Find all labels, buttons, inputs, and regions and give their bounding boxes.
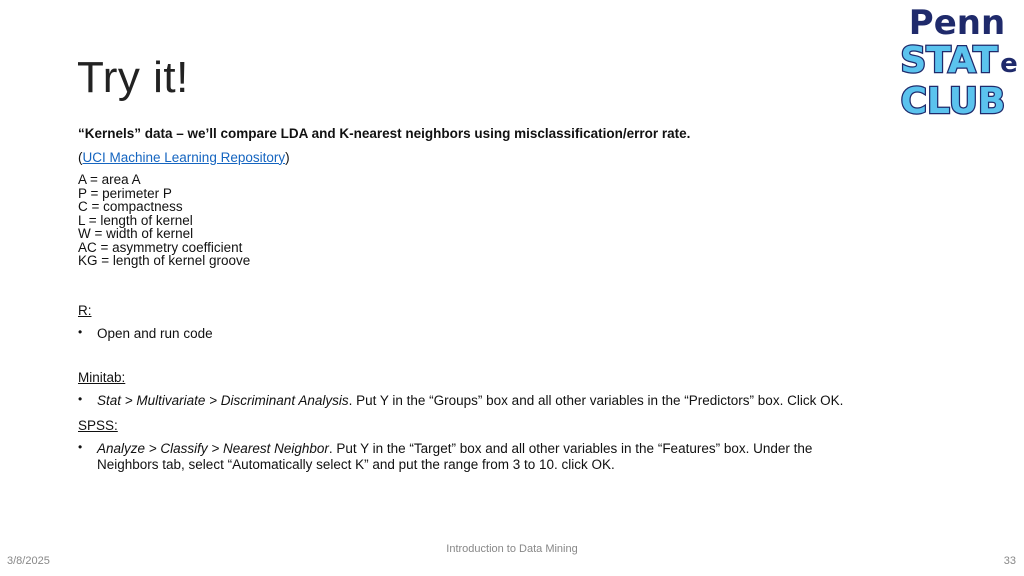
variable-item: AC = asymmetry coefficient	[78, 239, 243, 255]
variable-item: C = compactness	[78, 199, 183, 215]
variable-item: A = area A	[78, 172, 141, 188]
footer-title: Introduction to Data Mining	[446, 543, 578, 555]
minitab-heading: Minitab:	[78, 369, 126, 385]
bullet-icon: •	[78, 325, 83, 340]
variable-item: P = perimeter P	[78, 185, 172, 201]
minitab-menu-path: Stat > Multivariate > Discriminant Analysis	[97, 393, 349, 409]
slide-content	[78, 126, 978, 472]
spss-bullet-text	[97, 441, 978, 472]
footer-date: 3/8/2025	[7, 555, 50, 567]
logo-text-e: e	[1000, 49, 1018, 79]
intro-text: “Kernels” data – we’ll compare LDA and K-nearest neighbors using misclassification/error rate.	[78, 126, 691, 141]
source-open-paren: (	[78, 149, 83, 165]
r-bullet	[78, 326, 978, 342]
source-close-paren: )	[285, 149, 290, 165]
spss-instructions-line1: . Put Y in the “Target” box and all other variables in the “Features” box. Under the	[328, 441, 813, 457]
penn-state-club-logo	[893, 2, 1021, 120]
variable-list	[78, 173, 978, 268]
minitab-bullet	[78, 393, 978, 409]
spss-menu-path: Analyze > Classify > Nearest Neighbor	[97, 441, 329, 457]
uci-repository-link[interactable]: UCI Machine Learning Repository	[82, 149, 286, 165]
logo-text-club: CLUB	[900, 81, 1006, 120]
spss-bullet	[78, 441, 978, 472]
r-bullet-text: Open and run code	[97, 326, 213, 342]
minitab-instructions: . Put Y in the “Groups” box and all other variables in the “Predictors” box. Click OK.	[348, 393, 844, 409]
logo-text-stat: STAT	[900, 40, 998, 81]
slide-title: Try it!	[77, 53, 189, 102]
variable-item: KG = length of kernel groove	[78, 253, 251, 269]
minitab-bullet-text	[97, 393, 978, 409]
variable-item: L = length of kernel	[78, 212, 193, 228]
data-source	[78, 150, 978, 166]
logo-text-penn: Penn	[908, 3, 1006, 43]
variable-item: W = width of kernel	[78, 226, 194, 242]
spss-instructions-line2: Neighbors tab, select “Automatically select K” and put the range from 3 to 10. click OK.	[97, 456, 615, 472]
r-heading: R:	[78, 302, 92, 318]
spss-heading: SPSS:	[78, 417, 118, 433]
bullet-icon: •	[78, 440, 83, 455]
bullet-icon: •	[78, 392, 83, 407]
footer-page-number: 33	[1003, 555, 1016, 567]
